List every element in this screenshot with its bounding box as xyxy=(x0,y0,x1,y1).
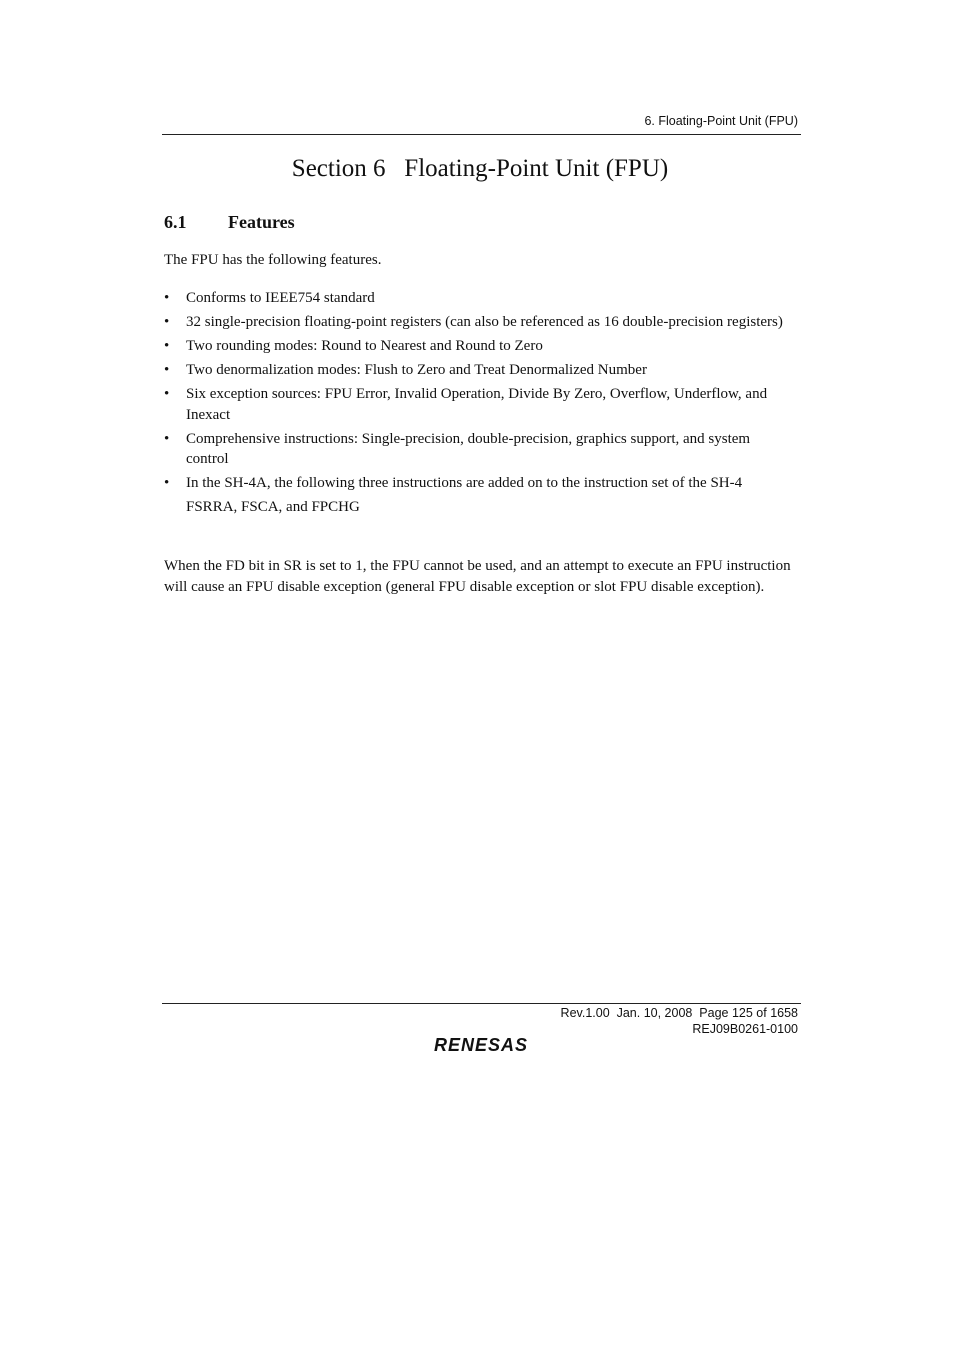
header-rule xyxy=(162,134,801,135)
feature-text: Two rounding modes: Round to Nearest and Round to Zero xyxy=(186,338,543,354)
renesas-logo xyxy=(420,1032,542,1056)
feature-item xyxy=(164,288,796,309)
closing-paragraph: When the FD bit in SR is set to 1, the FPU cannot be used, and an attempt to execute an FPU instruction will cause an FPU disable exception (general FPU disable exception or slot FPU disable exception). xyxy=(164,558,791,595)
subsection-heading xyxy=(164,212,295,233)
running-header: 6. Floating-Point Unit (FPU) xyxy=(644,114,798,128)
bullet-icon: • xyxy=(164,475,170,491)
footer-rule xyxy=(162,1003,801,1004)
bullet-icon: • xyxy=(164,314,170,330)
footer-revision: Rev.1.00 Jan. 10, 2008 Page 125 of 1658 xyxy=(560,1006,798,1020)
intro-paragraph: The FPU has the following features. xyxy=(164,252,382,268)
subsection-number: 6.1 xyxy=(164,212,187,232)
feature-list xyxy=(164,288,796,521)
subsection-title: Features xyxy=(228,212,295,232)
bullet-icon: • xyxy=(164,362,170,378)
feature-text: In the SH-4A, the following three instructions are added on to the instruction set of the SH-4 xyxy=(186,475,743,491)
feature-item xyxy=(164,336,796,357)
feature-item xyxy=(164,473,796,517)
feature-item xyxy=(164,360,796,381)
feature-item xyxy=(164,384,796,425)
feature-text: Two denormalization modes: Flush to Zero and Treat Denormalized Number xyxy=(186,362,647,378)
bullet-icon: • xyxy=(164,290,170,306)
feature-item xyxy=(164,312,796,333)
feature-text: Six exception sources: FPU Error, Invalid Operation, Divide By Zero, Overflow, Underflow, and Inexact xyxy=(186,386,768,423)
feature-text: Comprehensive instructions: Single-precision, double-precision, graphics support, and system control xyxy=(186,430,751,467)
bullet-icon: • xyxy=(164,386,170,402)
feature-text: 32 single-precision floating-point registers (can also be referenced as 16 double-precision registers) xyxy=(186,314,783,330)
footer-doc-number: REJ09B0261-0100 xyxy=(692,1021,798,1036)
renesas-logo-text: RENESAS xyxy=(433,1035,529,1055)
feature-text: Conforms to IEEE754 standard xyxy=(186,290,375,306)
feature-item xyxy=(164,429,796,470)
bullet-icon: • xyxy=(164,338,170,354)
feature-extra-line: FSRRA, FSCA, and FPCHG xyxy=(186,498,360,515)
bullet-icon: • xyxy=(164,430,170,447)
section-title: Section 6 Floating-Point Unit (FPU) xyxy=(291,155,669,182)
